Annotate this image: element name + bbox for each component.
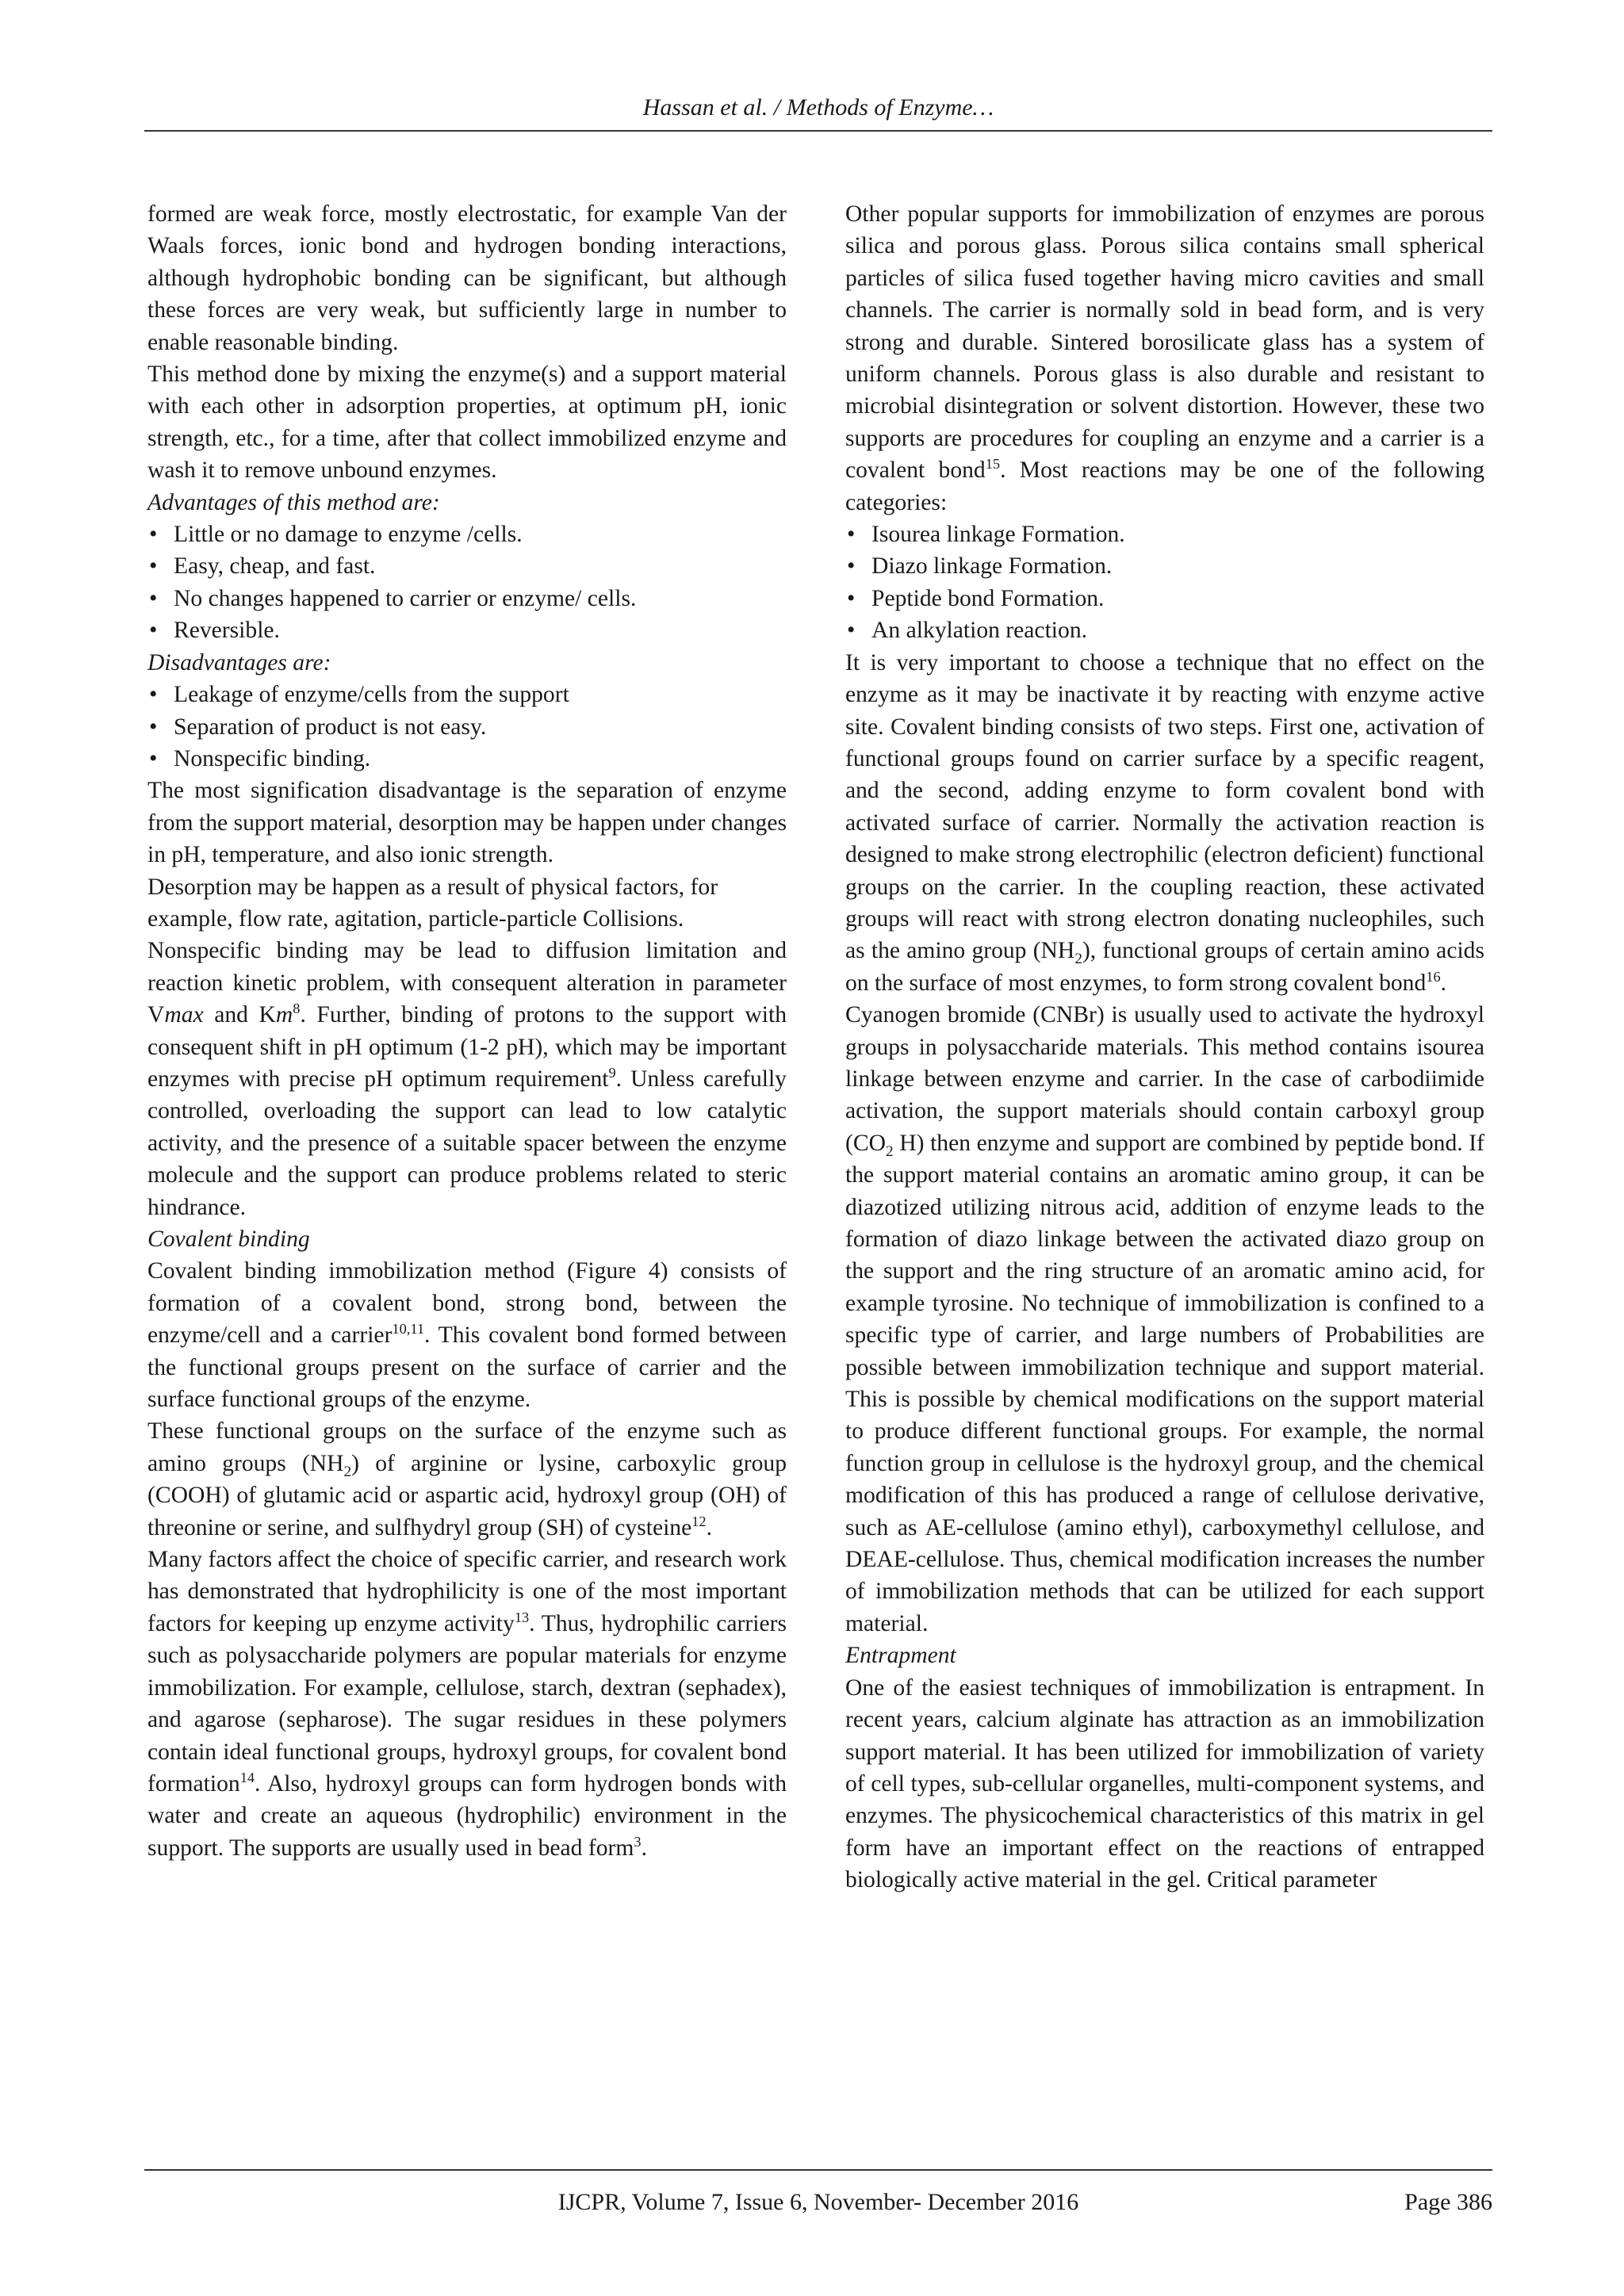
left-column: [147, 198, 787, 1864]
footer-journal: IJCPR, Volume 7, Issue 6, November- December 2016: [557, 2189, 1079, 2215]
list-item: • An alkylation reaction.: [845, 614, 1484, 646]
advantages-list: [147, 519, 787, 647]
running-head: Hassan et al. / Methods of Enzyme…: [642, 94, 994, 121]
right-column: [845, 198, 1484, 1896]
citation: 10,11: [392, 1321, 425, 1337]
paragraph-desorption: Desorption may be happen as a result of physical factors, for example, flow rate, agitation, particle-particle Collisions.: [147, 874, 718, 932]
citation: 15: [985, 456, 1001, 473]
list-item: • Peptide bond Formation.: [845, 583, 1484, 614]
list-item: • Easy, cheap, and fast.: [147, 550, 787, 582]
paragraph-intro-2: This method done by mixing the enzyme(s) and a support material with each other in adsorption properties, at optimum pH, ionic strength, etc., for a time, after that collect immobilized enzyme and wash it to remove unbound enzymes.: [147, 362, 787, 484]
citation: 14: [239, 1770, 255, 1786]
citation: 9: [608, 1065, 616, 1081]
reactions-list: [845, 519, 1484, 647]
header-rule: [144, 130, 1492, 132]
paragraph-covalent-2: These functional groups on the surface of the enzyme such as amino groups $(NH_2)$ of arginine or lysine, carboxylic group (COOH) of glutamic acid or aspartic acid, hydroxyl group (OH) of threonine or serine, and sulfhydryl group (SH) of cysteine$^{12}$.: [147, 1418, 787, 1540]
paragraph-covalent-1: Covalent binding immobilization method (Figure 4) consists of formation of a covalent bond, strong bond, between the enzyme/cell and a carrier$^{10,11}$. This covalent bond formed between the functional groups present on the surface of carrier and the surface functional groups of the enzyme.: [147, 1258, 787, 1413]
footer-rule: [144, 2169, 1492, 2171]
list-item: • Separation of product is not easy.: [147, 711, 787, 743]
list-item: • Reversible.: [147, 614, 787, 646]
paragraph-entrapment: One of the easiest techniques of immobilization is entrapment. In recent years, calcium alginate has attraction as an immobilization support material. It has been utilized for immobilization of variety of cell types, sub-cellular organelles, multi-component systems, and enzymes. The physicochemical characteristics of this matrix in gel form have an important effect on the reactions of entrapped biologically active material in the gel. Critical parameter: [845, 1674, 1484, 1893]
citation: 12: [691, 1513, 707, 1529]
citation: 13: [514, 1609, 530, 1626]
list-item: • Isourea linkage Formation.: [845, 519, 1484, 550]
page-number: Page 386: [1404, 2189, 1492, 2215]
entrapment-heading: Entrapment: [845, 1643, 956, 1669]
list-item: • Leakage of enzyme/cells from the support: [147, 679, 787, 710]
list-item: • Little or no damage to enzyme /cells.: [147, 519, 787, 550]
paragraph-technique: It is very important to choose a technique that no effect on the enzyme as it may be inactivate it by reacting with enzyme active site. Covalent binding consists of two steps. First one, activation of functional groups found on carrier surface by a specific reagent, and the second, adding enzyme to form covalent bond with activated surface of carrier. Normally the activation reaction is designed to make strong electrophilic (electron deficient) functional groups on the carrier. In the coupling reaction, these activated groups will react with strong electron donating nucleophiles, such as the amino group $(NH_2)$, functional groups of certain amino acids on the surface of most enzymes, to form strong covalent bond$^{16}$.: [845, 649, 1484, 996]
covalent-binding-heading: Covalent binding: [147, 1226, 310, 1252]
list-item: • No changes happened to carrier or enzyme/ cells.: [147, 583, 787, 614]
advantages-heading: Advantages of this method are:: [147, 489, 440, 515]
list-item: • Nonspecific binding.: [147, 743, 787, 775]
paragraph-signification: The most signification disadvantage is the separation of enzyme from the support material, desorption may be happen under changes in pH, temperature, and also ionic strength.: [147, 778, 787, 868]
paragraph-supports: Other popular supports for immobilization of enzymes are porous silica and porous glass. Porous silica contains small spherical particles of silica fused together having micro cavities and small channels. The carrier is normally sold in bead form, and is very strong and durable. Sintered borosilicate glass has a system of uniform channels. Porous glass is also durable and resistant to microbial disintegration or solvent distortion. However, these two supports are procedures for coupling an enzyme and a carrier is a covalent bond$^{15}$. Most reactions may be one of the following categories:: [845, 201, 1485, 515]
paragraph-cyanogen: Cyanogen bromide (CNBr) is usually used to activate the hydroxyl groups in polysaccharide materials. This method contains isourea linkage between enzyme and carrier. In the case of carbodiimide activation, the support materials should contain carboxyl group ($CO_2$ H) then enzyme and support are combined by peptide bond. If the support material contains an aromatic amino group, it can be diazotized utilizing nitrous acid, addition of enzyme leads to the formation of diazo linkage between the activated diazo group on the support and the ring structure of an aromatic amino acid, for example tyrosine. No technique of immobilization is confined to a specific type of carrier, and large numbers of Probabilities are possible between immobilization technique and support material. This is possible by chemical modifications on the support material to produce different functional groups. For example, the normal function group in cellulose is the hydroxyl group, and the chemical modification of this has produced a range of cellulose derivative, such as AE-cellulose (amino ethyl), carboxymethyl cellulose, and DEAE-cellulose. Thus, chemical modification increases the number of immobilization methods that can be utilized for each support material.: [845, 1002, 1484, 1636]
paragraph-nonspecific: Nonspecific binding may be lead to diffusion limitation and reaction kinetic problem, with consequent alteration in parameter Vmax and Km$^8$. Further, binding of protons to the support with consequent shift in pH optimum (1-2 pH), which may be important enzymes with precise pH optimum requirement$^9$. Unless carefully controlled, overloading the support can lead to low catalytic activity, and the presence of a suitable spacer between the enzyme molecule and the support can produce problems related to steric hindrance.: [147, 938, 787, 1220]
paragraph-covalent-3: Many factors affect the choice of specific carrier, and research work has demonstrated that hydrophilicity is one of the most important factors for keeping up enzyme activity$^{13}$. Thus, hydrophilic carriers such as polysaccharide polymers are popular materials for enzyme immobilization. For example, cellulose, starch, dextran (sephadex), and agarose (sepharose). The sugar residues in these polymers contain ideal functional groups, hydroxyl groups, for covalent bond formation$^{14}$. Also, hydroxyl groups can form hydrogen bonds with water and create an aqueous (hydrophilic) environment in the support. The supports are usually used in bead form$^3$.: [147, 1547, 787, 1861]
disadvantages-list: [147, 679, 787, 775]
citation: 16: [1426, 968, 1441, 985]
paragraph-intro-1: formed are weak force, mostly electrostatic, for example Van der Waals forces, ionic bond and hydrogen bonding interactions, although hydrophobic bonding can be significant, but although these forces are very weak, but sufficiently large in number to enable reasonable binding.: [147, 201, 787, 355]
disadvantages-heading: Disadvantages are:: [147, 649, 331, 675]
citation: 8: [293, 1001, 301, 1017]
citation: 3: [634, 1833, 642, 1850]
list-item: • Diazo linkage Formation.: [845, 550, 1484, 582]
